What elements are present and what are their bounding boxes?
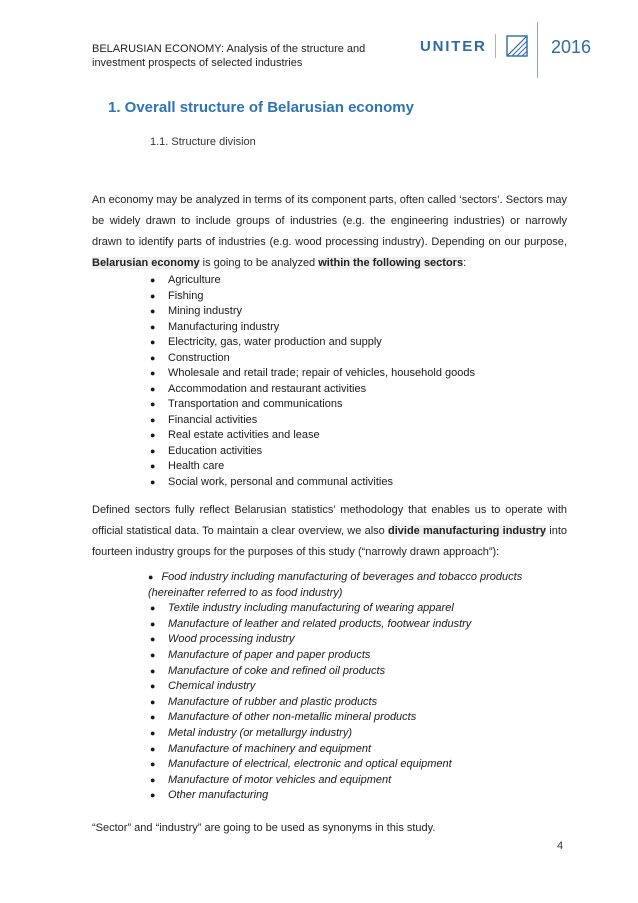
bullet-icon: ● (150, 634, 156, 645)
list-item (148, 695, 568, 711)
bullet-icon: ● (150, 337, 156, 347)
industry-label: Manufacture of other non-metallic mineral products (168, 711, 417, 724)
list-item (148, 382, 475, 398)
bullet-icon: ● (150, 712, 156, 723)
list-item (148, 648, 568, 664)
list-item (148, 757, 568, 773)
bullet-icon: ● (150, 414, 156, 425)
synonyms-paragraph: “Sector” and “industry” are going to be used as synonyms in this study. (92, 822, 436, 834)
document-title: BELARUSIAN ECONOMY: Analysis of the structure and investment prospects of selected industries (92, 43, 366, 69)
industry-label: Manufacture of paper and paper products (168, 648, 371, 661)
section-heading: 1. Overall structure of Belarusian economy (108, 99, 414, 116)
bullet-icon: ● (150, 306, 156, 316)
bullet-icon: ● (150, 383, 156, 394)
bullet-icon: ● (150, 445, 156, 456)
bullet-icon: ● (150, 743, 156, 754)
header-year: 2016 (551, 37, 592, 57)
sector-label: Construction (168, 351, 230, 364)
bullet-icon: ● (150, 430, 156, 440)
bullet-icon: ● (150, 649, 156, 660)
bullet-icon: ● (150, 759, 156, 770)
industry-label: Manufacture of coke and refined oil products (168, 664, 386, 677)
list-item (148, 601, 568, 617)
bullet-icon: ● (150, 476, 156, 487)
intro-paragraph (92, 190, 567, 274)
bullet-icon: ● (150, 665, 156, 676)
sectors-list (148, 273, 475, 490)
list-item (148, 366, 475, 382)
industry-label: Manufacture of motor vehicles and equipment (168, 773, 392, 786)
logo-text: UNITER (420, 37, 487, 55)
list-item (148, 617, 568, 633)
para2-text-2: into fourteen industry groups for the purposes of this study (“narrowly drawn approach”): (92, 525, 567, 558)
industry-label: Other manufacturing (168, 789, 269, 802)
bullet-icon: ● (150, 681, 156, 692)
para1-text-3: : (463, 257, 467, 269)
para1-text-2: is going to be analyzed (199, 257, 319, 269)
uniter-mark-icon (504, 34, 530, 58)
list-item (148, 289, 475, 305)
list-item (148, 413, 475, 429)
para2-text-1: Defined sectors fully reflect Belarusian statistics’ methodology that enables us to operate with official statistical data. To maintain a clear overview, we also (92, 504, 567, 537)
sector-label: Accommodation and restaurant activities (168, 382, 367, 395)
sector-label: Real estate activities and lease (168, 429, 320, 441)
list-item (148, 444, 475, 460)
list-item (148, 335, 475, 351)
industry-label: Manufacture of electrical, electronic and optical equipment (168, 758, 452, 771)
list-item (148, 664, 568, 680)
list-item (148, 726, 568, 742)
list-item (148, 742, 568, 758)
sector-label: Transportation and communications (168, 398, 343, 410)
list-item (148, 351, 475, 367)
list-item (148, 320, 475, 336)
list-item (148, 475, 475, 491)
bullet-icon: ● (150, 275, 156, 285)
industry-label: Metal industry (or metallurgy industry) (168, 726, 353, 739)
list-item (148, 273, 475, 289)
sector-label: Health care (168, 460, 225, 472)
sector-label: Education activities (168, 444, 263, 457)
header-divider (537, 22, 538, 78)
list-item (148, 459, 475, 475)
bullet-icon: ● (150, 603, 156, 614)
subsection-heading: 1.1. Structure division (150, 136, 256, 148)
industry-label: Manufacture of rubber and plastic products (168, 695, 378, 708)
list-item (148, 428, 475, 444)
industry-label: Manufacture of machinery and equipment (168, 742, 372, 755)
para1-highlight-2: within the following sectors (318, 257, 464, 269)
list-item (148, 397, 475, 413)
page-number: 4 (557, 840, 564, 852)
list-item (148, 710, 568, 726)
industry-label: Chemical industry (168, 680, 256, 693)
sector-label: Social work, personal and communal activities (168, 475, 393, 488)
para1-text-1: An economy may be analyzed in terms of its component parts, often called ‘sectors’. Sectors may be widely drawn to include groups of industries (e.g. the engineering industries) or narrowly drawn to identify parts of industries (e.g. wood processing industry). Depending on our purpose, (92, 194, 567, 248)
bullet-icon: ● (150, 727, 156, 738)
bullet-icon: ● (150, 368, 156, 378)
sector-label: Fishing (168, 289, 204, 302)
uniter-logo (420, 34, 530, 58)
logo-divider (495, 34, 496, 58)
bullet-icon: ● (150, 774, 156, 785)
bullet-icon: ● (150, 696, 156, 707)
sector-label: Manufacturing industry (168, 320, 280, 333)
page-header (0, 0, 638, 80)
list-item (148, 788, 568, 804)
industry-label: Wood processing industry (168, 633, 295, 646)
bullet-icon: ● (150, 321, 156, 332)
bullet-icon: ● (150, 461, 156, 471)
bullet-icon: ● (150, 290, 156, 301)
bullet-icon: ● (150, 399, 156, 409)
bullet-icon: ● (150, 790, 156, 801)
list-item (148, 632, 568, 648)
bullet-icon: ● (150, 352, 156, 363)
bullet-icon: ● (148, 572, 154, 582)
industries-list (148, 570, 568, 804)
list-item (148, 773, 568, 789)
industry-label: Manufacture of leather and related products, footwear industry (168, 617, 472, 630)
para1-highlight-1: Belarusian economy (92, 257, 200, 269)
methodology-paragraph (92, 500, 567, 563)
sector-label: Electricity, gas, water production and supply (168, 336, 382, 348)
list-item (148, 304, 475, 320)
bullet-icon: ● (150, 618, 156, 629)
sector-label: Financial activities (168, 413, 258, 426)
para2-highlight-1: divide manufacturing industry (388, 525, 547, 537)
industry-label: Textile industry including manufacturing of wearing apparel (168, 602, 454, 615)
list-item (148, 570, 568, 601)
sector-label: Mining industry (168, 305, 242, 317)
sector-label: Agriculture (168, 274, 221, 286)
sector-label: Wholesale and retail trade; repair of vehicles, household goods (168, 367, 475, 379)
list-item (148, 679, 568, 695)
industry-label: Food industry including manufacturing of beverages and tobacco products (hereinafter referred to as food industry) (148, 571, 523, 599)
